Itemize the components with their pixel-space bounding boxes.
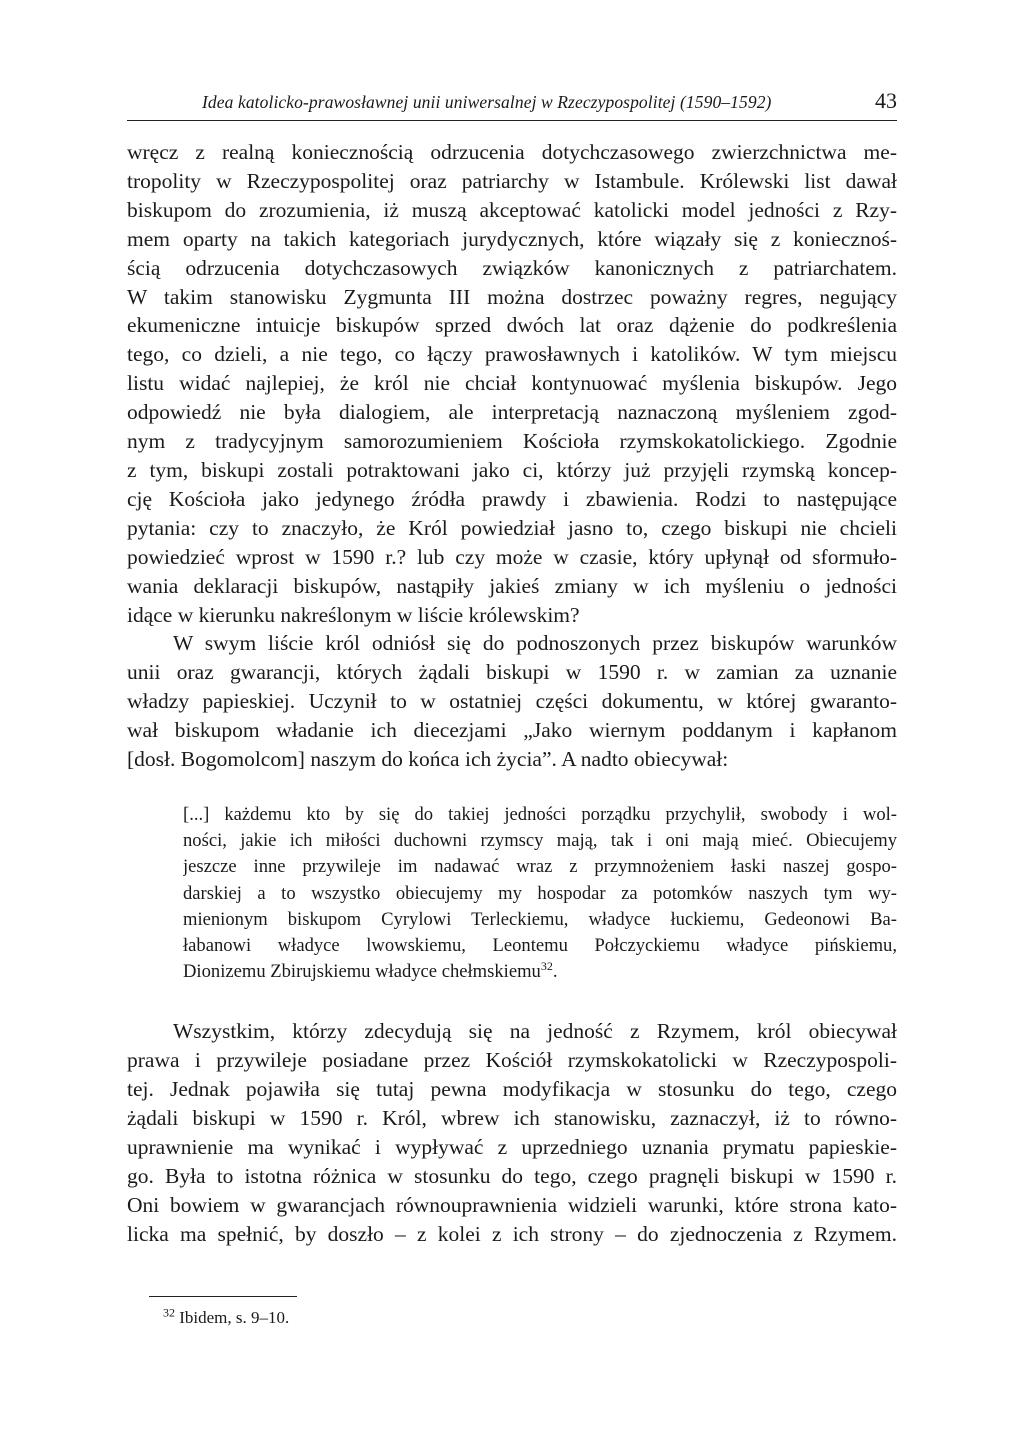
text-line: odpowiedź nie była dialogiem, ale interpretacją naznaczoną myśleniem zgod- (127, 400, 897, 425)
text-line: licka ma spełnić, by doszło – z kolei z ich strony – do zjednoczenia z Rzymem. (127, 1221, 897, 1246)
quote-line: darskiej a to wszystko obiecujemy my hospodar za potomków naszych tym wy- (183, 882, 897, 904)
footnote-divider (149, 1296, 297, 1297)
text-line: mem oparty na takich kategoriach jurydycznych, które wiązały się z koniecznoś- (127, 226, 897, 251)
text-line: ekumeniczne intuicje biskupów sprzed dwóch lat oraz dążenie do podkreślenia (127, 313, 897, 338)
footnote-text: Ibidem, s. 9–10. (179, 1308, 290, 1327)
text-line: go. Była to istotna różnica w stosunku do tego, czego pragnęli biskupi w 1590 r. (127, 1163, 897, 1188)
text-line: wania deklaracji biskupów, nastąpiły jakieś zmiany w ich myśleniu o jedności (127, 573, 897, 598)
paragraph-1 (127, 138, 897, 629)
block-quote (183, 802, 897, 985)
text-line: W takim stanowisku Zygmunta III można dostrzec poważny regres, negujący (127, 284, 897, 309)
text-line: W swym liście król odniósł się do podnoszonych przez biskupów warunków (173, 631, 897, 656)
text-line: z tym, biskupi zostali potraktowani jako ci, którzy już przyjęli rzymską koncep- (127, 457, 897, 482)
footnote (163, 1305, 290, 1328)
footnote-number: 32 (163, 1305, 175, 1320)
text-line: ścią odrzucenia dotychczasowych związków kanonicznych z patriarchatem. (127, 255, 897, 280)
text-line: pytania: czy to znaczyło, że Król powiedział jasno to, czego biskupi nie chcieli (127, 515, 897, 540)
text-line: wręcz z realną koniecznością odrzucenia dotychczasowego zwierzchnictwa me- (127, 140, 897, 164)
text-line: prawa i przywileje posiadane przez Kościół rzymskokatolicki w Rzeczypospoli- (127, 1048, 897, 1073)
text-line: tego, co dzieli, a nie tego, co łączy prawosławnych i katolików. W tym miejscu (127, 342, 897, 367)
quote-line-text: Dionizemu Zbirujskiemu władyce chełmskiemu (183, 961, 541, 983)
text-line: władzy papieskiej. Uczynił to w ostatniej części dokumentu, w której gwaranto- (127, 689, 897, 714)
text-line: wał biskupom władanie ich diecezjami „Jako wiernym poddanym i kapłanom (127, 718, 897, 743)
text-line: [dosł. Bogomolcom] naszym do końca ich życia”. A nadto obiecywał: (127, 747, 729, 772)
paragraph-3 (127, 1017, 897, 1248)
text-line: idące w kierunku nakreślonym w liście królewskim? (127, 602, 580, 627)
text-line: unii oraz gwarancji, których żądali biskupi w 1590 r. w zamian za uznanie (127, 660, 897, 685)
quote-line: mienionym biskupom Cyrylowi Terleckiemu, władyce łuckiemu, Gedeonowi Ba- (183, 908, 897, 930)
running-title: Idea katolicko-prawosławnej unii uniwersalnej w Rzeczypospolitej (1590–1592) (202, 92, 772, 112)
page-number: 43 (875, 88, 897, 113)
paragraph-2 (127, 629, 897, 774)
text-line: listu widać najlepiej, że król nie chciał kontynuować myślenia biskupów. Jego (127, 371, 897, 396)
text-line: Wszystkim, którzy zdecydują się na jedność z Rzymem, król obiecywał (173, 1019, 897, 1044)
running-header (127, 86, 897, 121)
text-line: nym z tradycyjnym samorozumieniem Kościoła rzymskokatolickiego. Zgodnie (127, 429, 897, 454)
body-text (127, 138, 897, 774)
body-text-continued (127, 1017, 897, 1248)
quote-line: łabanowi władyce lwowskiemu, Leontemu Połczyckiemu władyce pińskiemu, (183, 934, 897, 956)
quote-line: ności, jakie ich miłości duchowni rzymscy mają, tak i oni mają mieć. Obiecujemy (183, 830, 897, 852)
text-line: cję Kościoła jako jedynego źródła prawdy i zbawienia. Rodzi to następujące (127, 486, 897, 511)
document-page (127, 86, 897, 1249)
text-line: tropolity w Rzeczypospolitej oraz patriarchy w Istambule. Królewski list dawał (127, 168, 897, 193)
footnote-reference[interactable]: 32 (540, 959, 553, 973)
text-line: uprawnienie ma wynikać i wypływać z uprzedniego uznania prymatu papieskie- (127, 1134, 897, 1159)
text-line: powiedzieć wprost w 1590 r.? lub czy może w czasie, który upłynął od sformuło- (127, 544, 897, 569)
quote-last-line (183, 959, 897, 985)
text-line: tej. Jednak pojawiła się tutaj pewna modyfikacja w stosunku do tego, czego (127, 1077, 897, 1102)
text-line: biskupom do zrozumienia, iż muszą akceptować katolicki model jedności z Rzy- (127, 197, 897, 222)
quote-line: jeszcze inne przywileje im nadawać wraz z przymnożeniem łaski naszej gospo- (183, 856, 897, 878)
quote-line-end: . (552, 961, 558, 983)
quote-line: [...] każdemu kto by się do takiej jedności porządku przychylił, swobody i wol- (183, 803, 897, 825)
text-line: żądali biskupi w 1590 r. Król, wbrew ich stanowisku, zaznaczył, iż to równo- (127, 1106, 897, 1131)
text-line: Oni bowiem w gwarancjach równouprawnienia widzieli warunki, które strona kato- (127, 1192, 897, 1217)
